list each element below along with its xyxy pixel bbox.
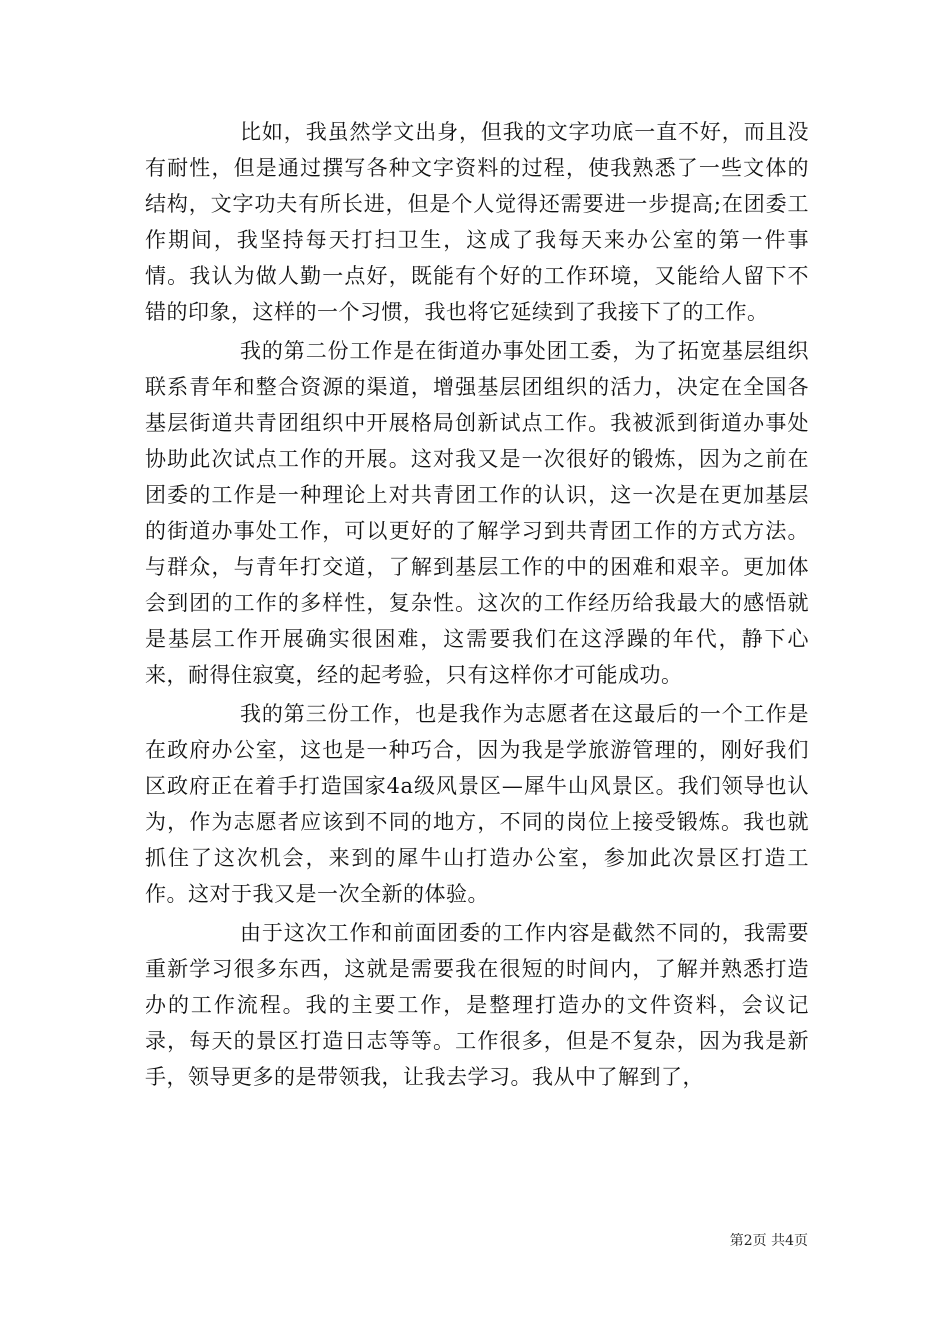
paragraph-4: 由于这次工作和前面团委的工作内容是截然不同的，我需要重新学习很多东西，这就是需要我在很短的时间内，了解并熟悉打造办的工作流程。我的主要工作，是整理打造办的文件资料，会议记录，每天的景区打造日志等等。工作很多，但是不复杂，因为我是新手，领导更多的是带领我，让我去学习。我从中了解到了， bbox=[145, 921, 809, 1089]
paragraph-2: 我的第二份工作是在街道办事处团工委，为了拓宽基层组织联系青年和整合资源的渠道，增强基层团组织的活力，决定在全国各基层街道共青团组织中开展格局创新试点工作。我被派到街道办事处协助此次试点工作的开展。这对我又是一次很好的锻炼，因为之前在团委的工作是一种理论上对共青团工作的认识，这一次是在更加基层的街道办事处工作，可以更好的了解学习到共青团工作的方式方法。与群众，与青年打交道，了解到基层工作的中的困难和艰辛。更加体会到团的工作的多样性，复杂性。这次的工作经历给我最大的感悟就是基层工作开展确实很困难，这需要我们在这浮躁的年代，静下心来，耐得住寂寞，经的起考验，只有这样你才可能成功。 bbox=[145, 339, 809, 687]
paragraph-1: 比如，我虽然学文出身，但我的文字功底一直不好，而且没有耐性，但是通过撰写各种文字资料的过程，使我熟悉了一些文体的结构，文字功夫有所长进，但是个人觉得还需要进一步提高;在团委工作期间，我坚持每天打扫卫生，这成了我每天来办公室的第一件事情。我认为做人勤一点好，既能有个好的工作环境，又能给人留下不错的印象，这样的一个习惯，我也将它延续到了我接下了的工作。 bbox=[145, 120, 809, 324]
paragraph-3: 我的第三份工作，也是我作为志愿者在这最后的一个工作是在政府办公室，这也是一种巧合，因为我是学旅游管理的，刚好我们区政府正在着手打造国家4a级风景区—犀牛山风景区。我们领导也认为，作为志愿者应该到不同的地方，不同的岗位上接受锻炼。我也就抓住了这次机会，来到的犀牛山打造办公室，参加此次景区打造工作。这对于我又是一次全新的体验。 bbox=[145, 702, 809, 906]
document-body bbox=[145, 114, 809, 1098]
page-number-footer: 第2页 共4页 bbox=[729, 1233, 808, 1249]
